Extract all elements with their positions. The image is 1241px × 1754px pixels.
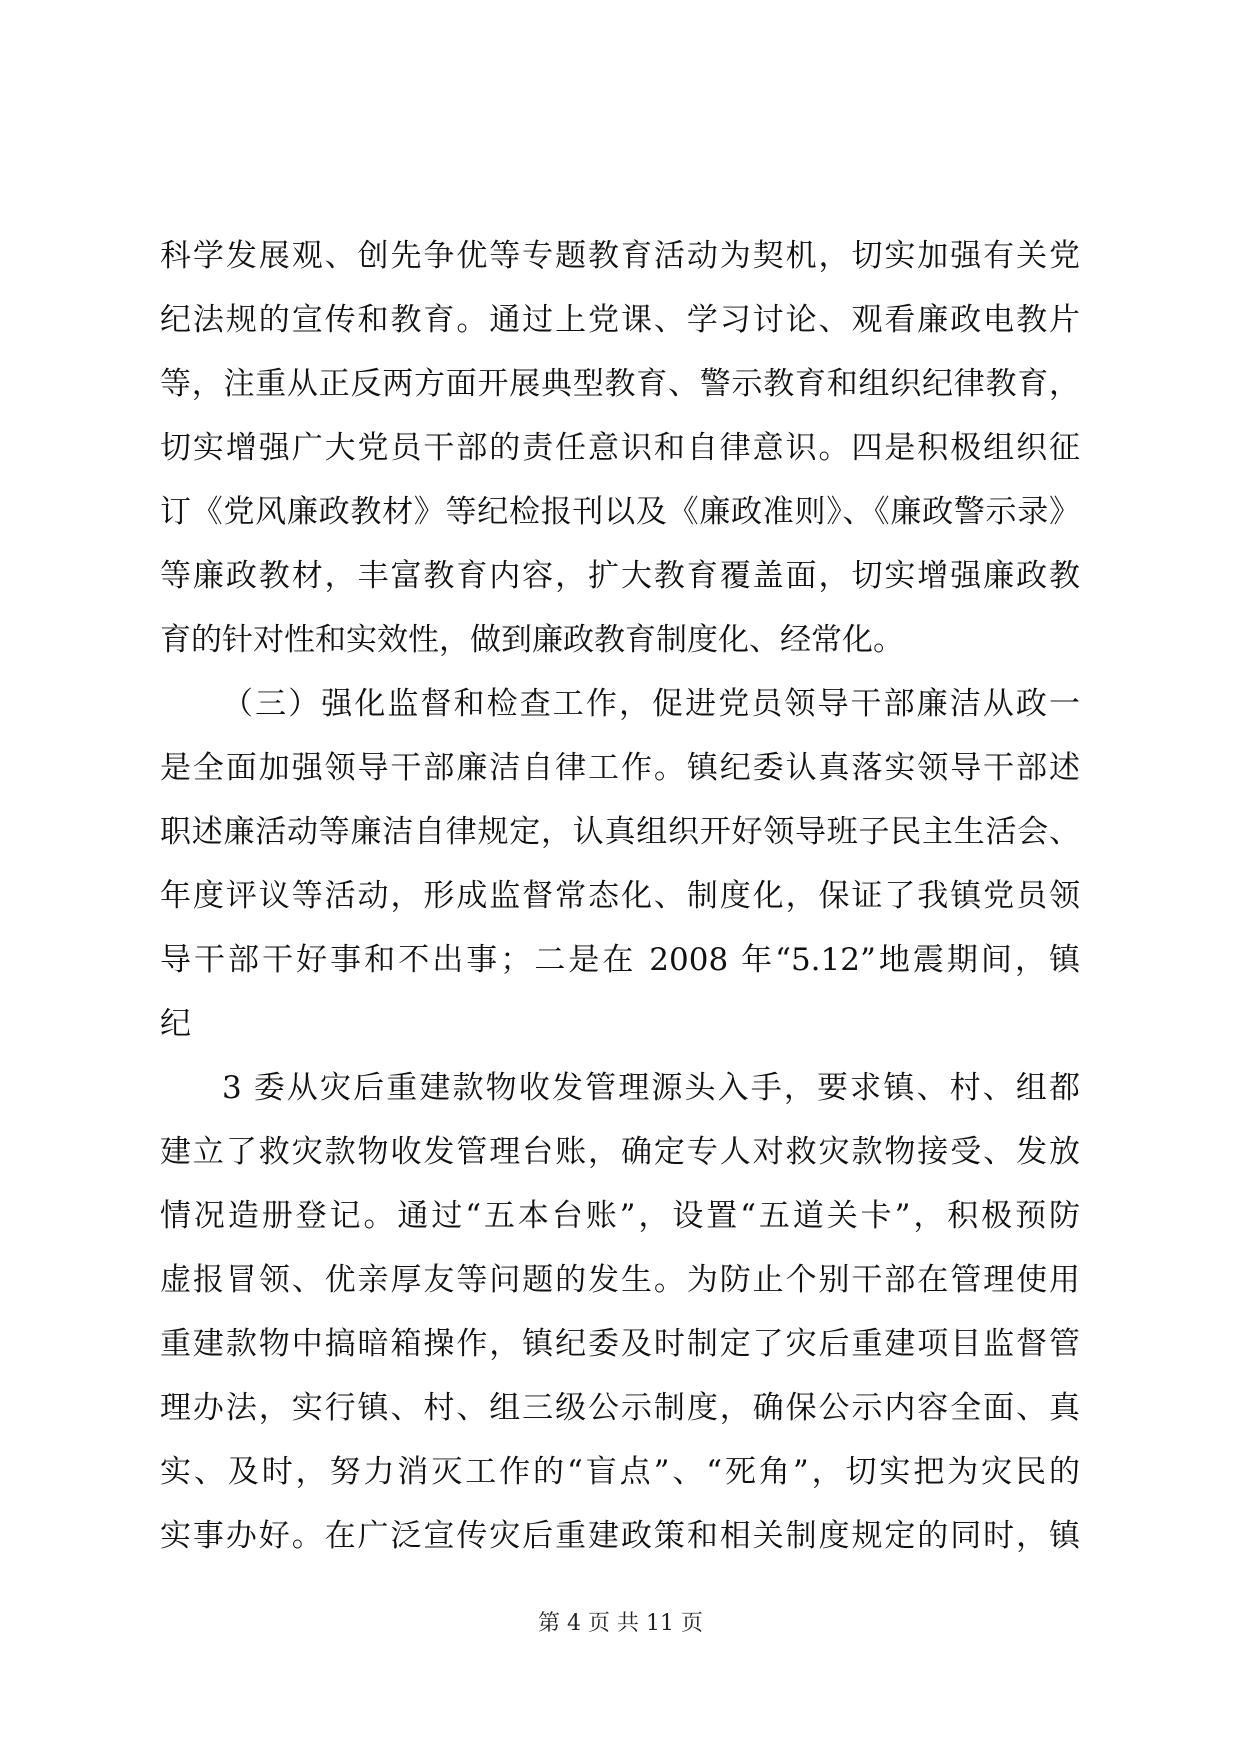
- text-line: 是全面加强领导干部廉洁自律工作。镇纪委认真落实领导干部述: [160, 750, 1080, 786]
- text-line: 导干部干好事和不出事；二是在 2008 年“5.12”地震期间，镇: [160, 942, 1080, 978]
- text-line: 建立了救灾款物收发管理台账，确定专人对救灾款物接受、发放: [160, 1134, 1080, 1170]
- text-line: 实、及时，努力消灭工作的“盲点”、“死角”，切实把为灾民的: [160, 1454, 1080, 1490]
- text-line: 等，注重从正反两方面开展典型教育、警示教育和组织纪律教育，: [160, 366, 1080, 402]
- document-body: [160, 224, 1080, 1568]
- text-line: 重建款物中搞暗箱操作，镇纪委及时制定了灾后重建项目监督管: [160, 1326, 1080, 1362]
- text-line: 育的针对性和实效性，做到廉政教育制度化、经常化。: [160, 622, 904, 658]
- text-line: 3 委从灾后重建款物收发管理源头入手，要求镇、村、组都: [222, 1070, 1080, 1106]
- text-line: 理办法，实行镇、村、组三级公示制度，确保公示内容全面、真: [160, 1390, 1080, 1426]
- text-line: 情况造册登记。通过“五本台账”，设置“五道关卡”，积极预防: [160, 1198, 1080, 1234]
- page-number-footer: 第 4 页 共 11 页: [538, 1611, 703, 1636]
- text-line: （三）强化监督和检查工作，促进党员领导干部廉洁从政一: [222, 686, 1080, 722]
- text-line: 纪: [160, 1006, 191, 1042]
- text-line: 年度评议等活动，形成监督常态化、制度化，保证了我镇党员领: [160, 878, 1080, 914]
- text-line: 实事办好。在广泛宣传灾后重建政策和相关制度规定的同时，镇: [160, 1518, 1080, 1554]
- text-line: 虚报冒领、优亲厚友等问题的发生。为防止个别干部在管理使用: [160, 1262, 1080, 1298]
- text-line: 科学发展观、创先争优等专题教育活动为契机，切实加强有关党: [160, 238, 1080, 274]
- text-line: 订《党风廉政教材》等纪检报刊以及《廉政准则》、《廉政警示录》: [160, 494, 1080, 530]
- text-line: 纪法规的宣传和教育。通过上党课、学习讨论、观看廉政电教片: [160, 302, 1080, 338]
- text-line: 切实增强广大党员干部的责任意识和自律意识。四是积极组织征: [160, 430, 1080, 466]
- text-line: 职述廉活动等廉洁自律规定，认真组织开好领导班子民主生活会、: [160, 814, 1080, 850]
- text-line: 等廉政教材，丰富教育内容，扩大教育覆盖面，切实增强廉政教: [160, 558, 1080, 594]
